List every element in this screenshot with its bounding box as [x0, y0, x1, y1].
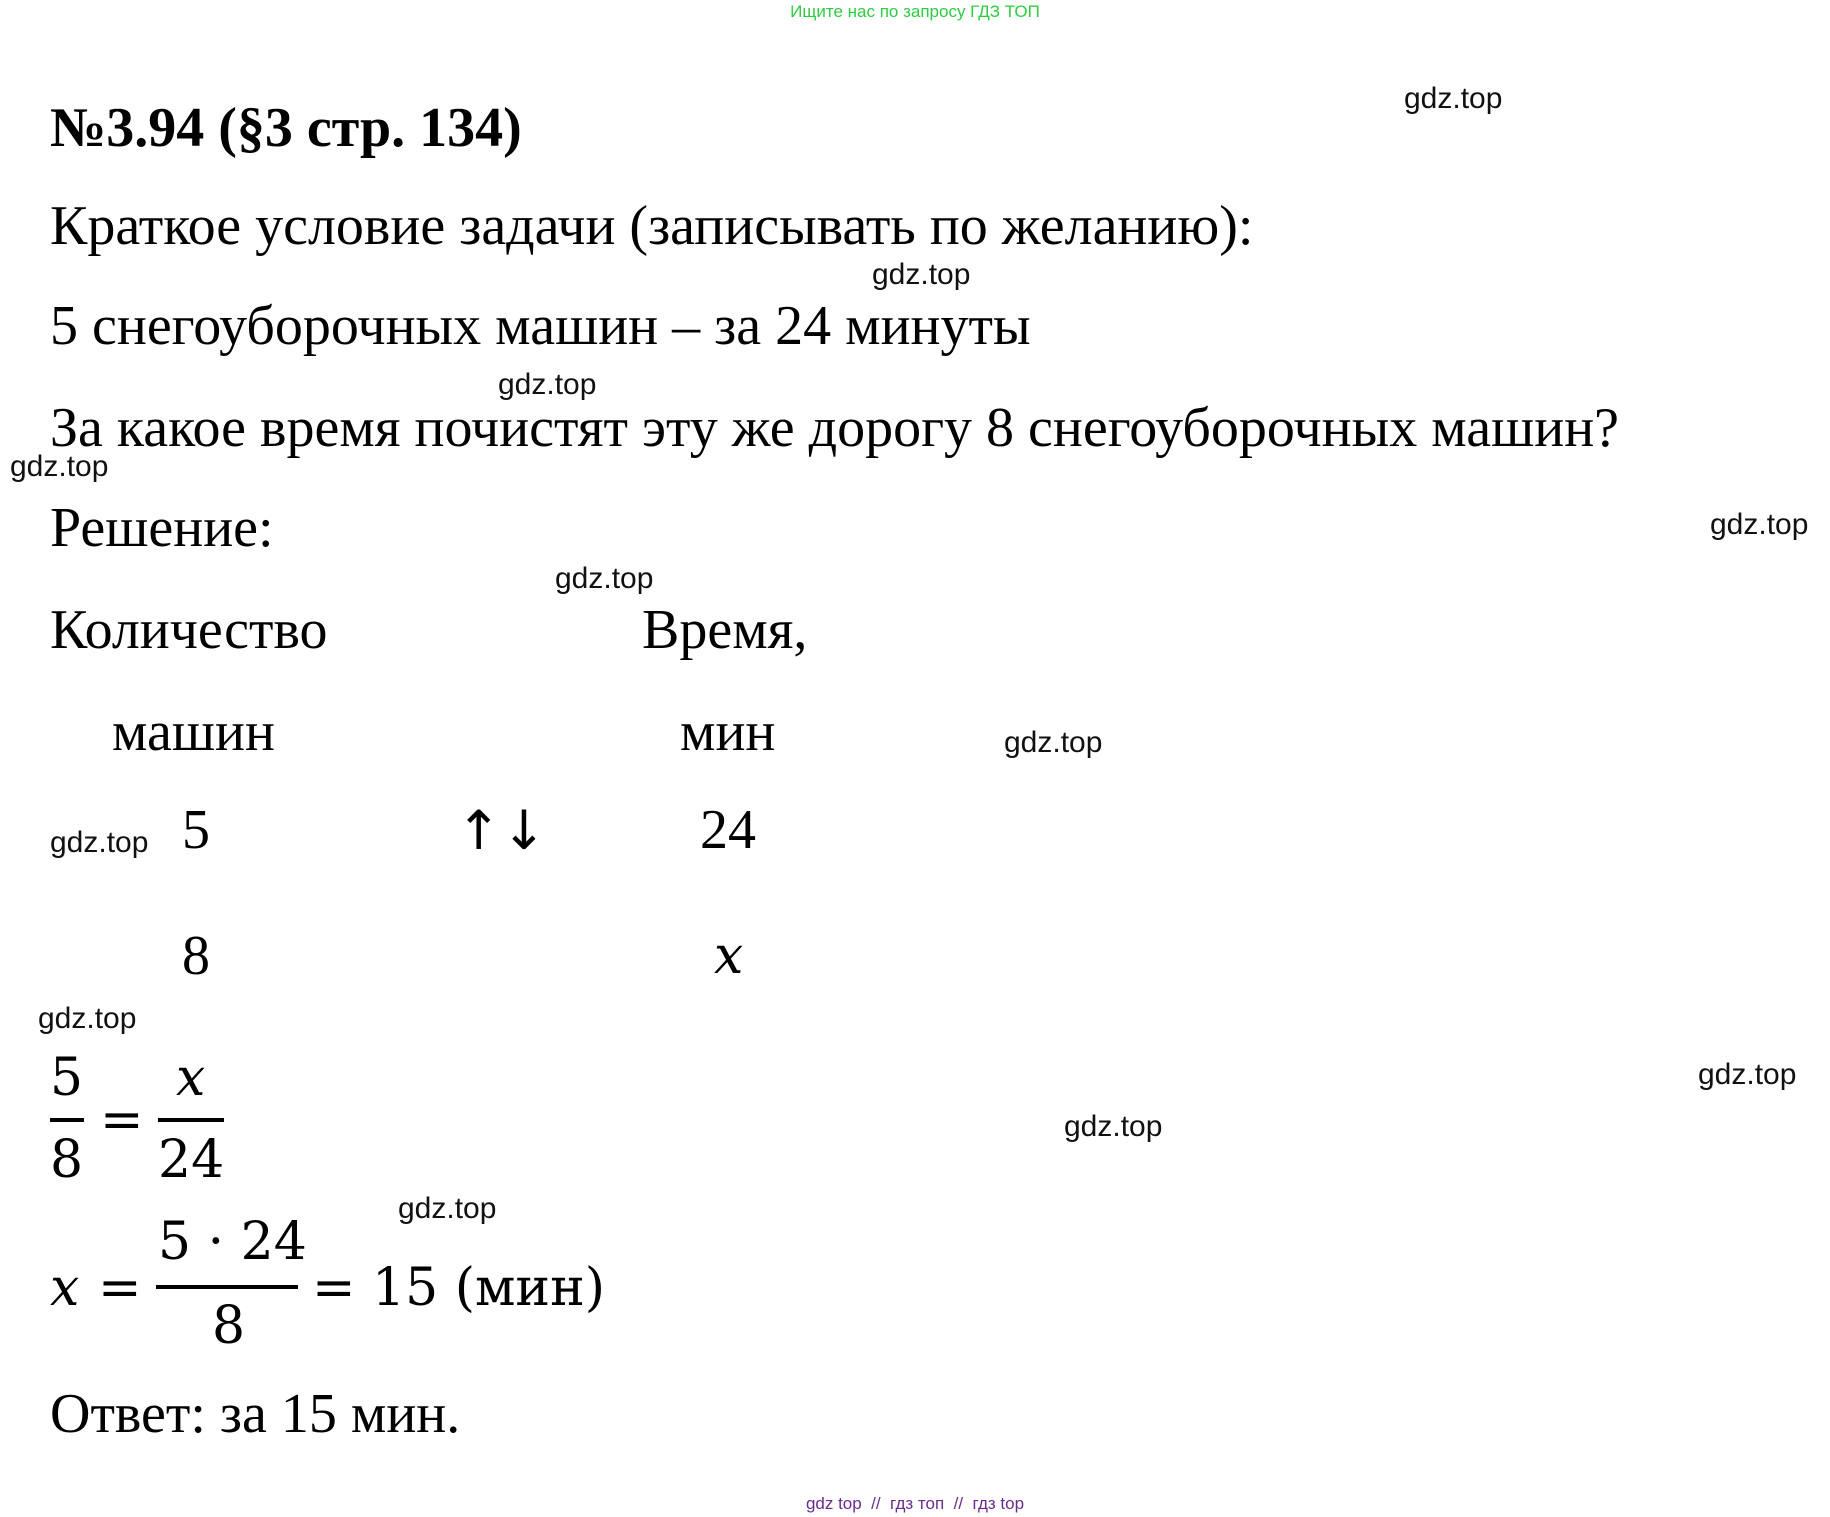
row2-machines-value: 8	[182, 925, 210, 987]
watermark: gdz.top	[38, 1002, 137, 1035]
calc-equals-1: =	[98, 1258, 142, 1318]
calc-result: 15 (мин)	[372, 1258, 606, 1318]
condition-heading: Краткое условие задачи (записывать по желанию):	[50, 195, 1254, 257]
row2-time-unknown: x	[714, 926, 744, 986]
calc-fraction-bar	[156, 1285, 298, 1289]
calc-denominator: 8	[212, 1296, 246, 1356]
column-header-time: Время,	[642, 599, 808, 661]
watermark: gdz.top	[498, 368, 597, 401]
column-header-minutes: мин	[680, 701, 776, 763]
calc-equals-2: =	[312, 1258, 356, 1318]
column-header-machines: машин	[112, 701, 275, 763]
watermark: gdz.top	[1698, 1058, 1797, 1091]
calc-numerator: 5 · 24	[158, 1212, 307, 1272]
solution-heading: Решение:	[50, 497, 274, 559]
column-header-quantity: Количество	[50, 599, 328, 661]
proportion-left-denominator: 8	[50, 1130, 84, 1190]
condition-question: За какое время почистят эту же дорогу 8 снегоуборочных машин?	[50, 397, 1620, 459]
watermark: gdz.top	[398, 1192, 497, 1225]
calc-variable: x	[50, 1258, 80, 1318]
answer: Ответ: за 15 мин.	[50, 1383, 461, 1445]
row1-time-value: 24	[700, 799, 756, 861]
watermark: gdz.top	[1064, 1110, 1163, 1143]
promo-header: Ищите нас по запросу ГДЗ ТОП	[790, 2, 1040, 21]
proportion-right-numerator: x	[176, 1048, 206, 1108]
watermark: gdz.top	[50, 826, 149, 859]
footer-links: gdz top // гдз топ // гдз top	[805, 1494, 1025, 1513]
watermark: gdz.top	[1404, 82, 1503, 115]
watermark: gdz.top	[872, 258, 971, 291]
proportion-right-fraction-bar	[158, 1118, 224, 1122]
condition-given: 5 снегоуборочных машин – за 24 минуты	[50, 295, 1031, 357]
proportion-left-numerator: 5	[50, 1048, 84, 1108]
watermark: gdz.top	[1710, 508, 1809, 541]
inverse-proportion-arrows: ↑↓	[456, 799, 547, 862]
proportion-left-fraction-bar	[50, 1118, 84, 1122]
watermark: gdz.top	[10, 450, 109, 483]
watermark: gdz.top	[1004, 726, 1103, 759]
proportion-equals: =	[100, 1090, 144, 1150]
page-title: №3.94 (§3 стр. 134)	[50, 97, 522, 159]
row1-machines-value: 5	[182, 799, 210, 861]
watermark: gdz.top	[555, 562, 654, 595]
proportion-right-denominator: 24	[158, 1130, 225, 1190]
